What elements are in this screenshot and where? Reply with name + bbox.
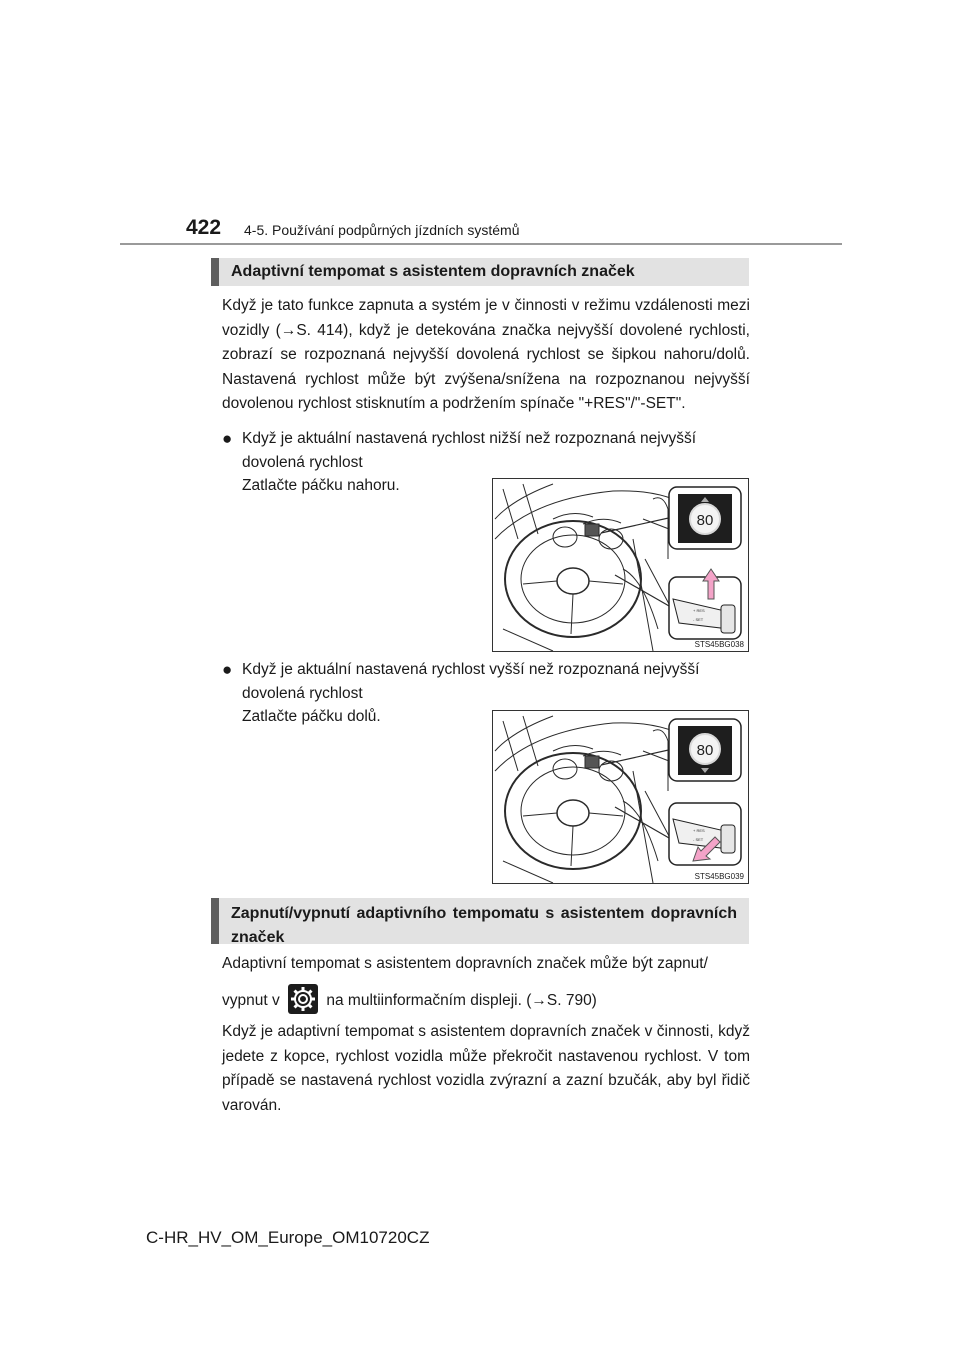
speed-sign-value: 80: [696, 512, 714, 529]
bullet-higher-speed: [222, 658, 750, 706]
bullet-lower-speed: [222, 427, 750, 475]
section-heading-traffic-sign-assist: Adaptivní tempomat s asistentem dopravních značek: [211, 258, 749, 286]
bullet-icon: ●: [222, 660, 233, 679]
intro-paragraph: Když je tato funkce zapnuta a systém je v činnosti v režimu vzdálenosti mezi vozidly (→S. 414), když je detekována značka nejvyšší dovolené rychlosti, zobrazí se rozpoznaná nejvyšší dovolená rychlost se šipkou nahoru/dolů. Nastavená rychlost může být zvýšena/snížena na rozpoznanou nejvyšší dovolenou rychlost stisknutím a podržením spínače "+RES"/"-SET".: [222, 297, 750, 412]
text-before-icon: vypnut v: [222, 992, 280, 1010]
page-number: 422: [186, 216, 222, 239]
svg-text:+ RES: + RES: [693, 828, 705, 833]
svg-text:- SET: - SET: [693, 617, 704, 622]
section-heading-on-off: Zapnutí/vypnutí adaptivního tempomatu s asistentem dopravních značek: [211, 898, 749, 944]
figure-code: STS45BG039: [694, 872, 744, 881]
header-rule: [120, 243, 842, 245]
paragraph-downhill-warning: Když je adaptivní tempomat s asistentem dopravních značek v činnosti, když jedete z kopce, rychlost vozidla může překročit nastavenou rychlost. V tom případě se nastavená rychlost vozidla zvýrazní a zazní bzučák, aby byl řidič varován.: [222, 1023, 750, 1114]
text-after-icon: na multiinformačním displeji. (→S. 790): [326, 992, 597, 1010]
paragraph-on-off-line2: [222, 986, 750, 1016]
figure-lever-down: [492, 710, 749, 884]
figure-lever-up: [492, 478, 749, 652]
svg-text:+ RES: + RES: [693, 608, 705, 613]
settings-gear-icon: [288, 984, 318, 1014]
footer-doc-id: C-HR_HV_OM_Europe_OM10720CZ: [146, 1228, 430, 1247]
svg-text:- SET: - SET: [693, 837, 704, 842]
bullet-text: Když je aktuální nastavená rychlost nižší než rozpoznaná nejvyšší dovolená rychlost: [242, 430, 697, 471]
bullet-text: Když je aktuální nastavená rychlost vyšší než rozpoznaná nejvyšší dovolená rychlost: [242, 661, 700, 702]
bullet-icon: ●: [222, 429, 233, 448]
paragraph-on-off-line1: Adaptivní tempomat s asistentem dopravních značek může být zapnut/: [222, 955, 708, 972]
figure-code: STS45BG038: [694, 640, 744, 649]
instruction-push-up: Zatlačte páčku nahoru.: [242, 477, 400, 494]
instruction-push-down: Zatlačte páčku dolů.: [242, 708, 381, 725]
chapter-title: 4-5. Používání podpůrných jízdních systémů: [244, 222, 520, 238]
speed-sign-value: 80: [696, 742, 714, 759]
